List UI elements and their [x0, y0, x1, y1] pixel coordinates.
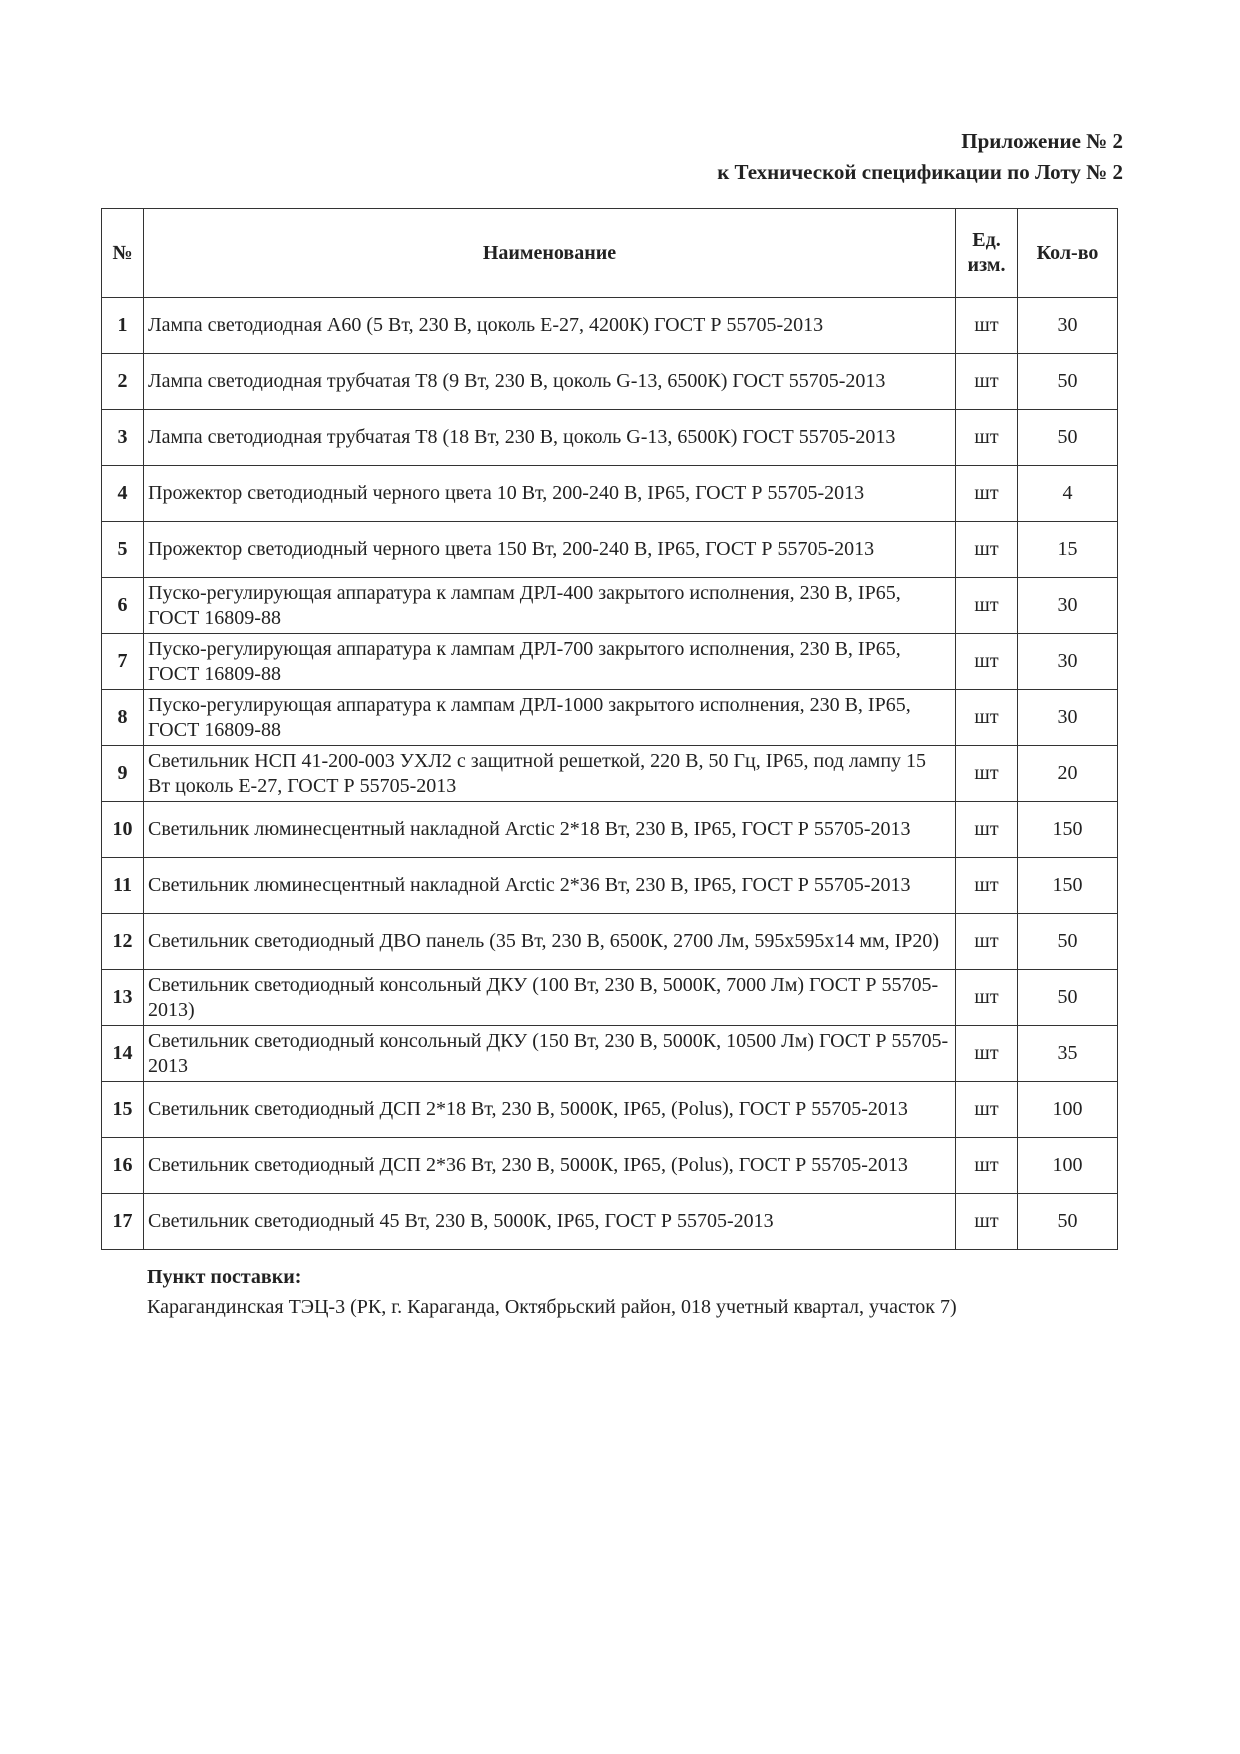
row-unit: шт [956, 466, 1018, 522]
appendix-heading [717, 126, 1123, 188]
row-number: 15 [102, 1082, 144, 1138]
row-quantity: 50 [1018, 354, 1118, 410]
delivery-label: Пункт поставки: [147, 1266, 302, 1288]
row-name: Светильник светодиодный консольный ДКУ (150 Вт, 230 В, 5000К, 10500 Лм) ГОСТ Р 55705-2013 [144, 1026, 956, 1082]
table-row [102, 578, 1118, 634]
specification-table [101, 208, 1118, 1250]
row-unit: шт [956, 1194, 1018, 1250]
table-row [102, 746, 1118, 802]
row-name: Светильник светодиодный 45 Вт, 230 В, 5000К, IP65, ГОСТ Р 55705-2013 [144, 1194, 956, 1250]
row-unit: шт [956, 970, 1018, 1026]
row-quantity: 50 [1018, 1194, 1118, 1250]
row-name: Пуско-регулирующая аппаратура к лампам ДРЛ-700 закрытого исполнения, 230 В, IP65, ГОСТ 16809-88 [144, 634, 956, 690]
row-number: 14 [102, 1026, 144, 1082]
table-row [102, 466, 1118, 522]
row-quantity: 150 [1018, 858, 1118, 914]
row-name: Светильник светодиодный консольный ДКУ (100 Вт, 230 В, 5000К, 7000 Лм) ГОСТ Р 55705-2013) [144, 970, 956, 1026]
row-number: 10 [102, 802, 144, 858]
row-name: Светильник люминесцентный накладной Arctic 2*36 Вт, 230 В, IP65, ГОСТ Р 55705-2013 [144, 858, 956, 914]
row-number: 17 [102, 1194, 144, 1250]
row-number: 12 [102, 914, 144, 970]
row-quantity: 50 [1018, 410, 1118, 466]
row-unit: шт [956, 410, 1018, 466]
table-row [102, 914, 1118, 970]
table-row [102, 802, 1118, 858]
table-row [102, 634, 1118, 690]
row-quantity: 35 [1018, 1026, 1118, 1082]
row-name: Лампа светодиодная А60 (5 Вт, 230 В, цоколь Е-27, 4200К) ГОСТ Р 55705-2013 [144, 298, 956, 354]
row-unit: шт [956, 1026, 1018, 1082]
row-unit: шт [956, 1082, 1018, 1138]
row-quantity: 30 [1018, 634, 1118, 690]
table-body [102, 298, 1118, 1250]
row-unit: шт [956, 914, 1018, 970]
table-row [102, 522, 1118, 578]
row-unit: шт [956, 690, 1018, 746]
row-name: Пуско-регулирующая аппаратура к лампам ДРЛ-400 закрытого исполнения, 230 В, IP65, ГОСТ 16809-88 [144, 578, 956, 634]
table-row [102, 690, 1118, 746]
table-row [102, 858, 1118, 914]
row-unit: шт [956, 802, 1018, 858]
table-row [102, 970, 1118, 1026]
row-quantity: 100 [1018, 1138, 1118, 1194]
table-row [102, 1082, 1118, 1138]
row-name: Прожектор светодиодный черного цвета 10 Вт, 200-240 В, IP65, ГОСТ Р 55705-2013 [144, 466, 956, 522]
row-number: 11 [102, 858, 144, 914]
header-unit: Ед. изм. [956, 209, 1018, 298]
row-name: Светильник люминесцентный накладной Arctic 2*18 Вт, 230 В, IP65, ГОСТ Р 55705-2013 [144, 802, 956, 858]
row-quantity: 15 [1018, 522, 1118, 578]
row-unit: шт [956, 858, 1018, 914]
row-name: Светильник светодиодный ДВО панель (35 Вт, 230 В, 6500К, 2700 Лм, 595х595х14 мм, IP20) [144, 914, 956, 970]
row-unit: шт [956, 746, 1018, 802]
row-unit: шт [956, 578, 1018, 634]
header-quantity: Кол-во [1018, 209, 1118, 298]
row-number: 9 [102, 746, 144, 802]
row-quantity: 20 [1018, 746, 1118, 802]
row-quantity: 30 [1018, 298, 1118, 354]
row-number: 2 [102, 354, 144, 410]
row-quantity: 100 [1018, 1082, 1118, 1138]
row-quantity: 30 [1018, 690, 1118, 746]
delivery-address: Карагандинская ТЭЦ-3 (РК, г. Караганда, Октябрьский район, 018 учетный квартал, участок 7) [147, 1296, 957, 1318]
row-unit: шт [956, 1138, 1018, 1194]
row-unit: шт [956, 634, 1018, 690]
table-header-row [102, 209, 1118, 298]
row-name: Светильник светодиодный ДСП 2*36 Вт, 230 В, 5000К, IP65, (Polus), ГОСТ Р 55705-2013 [144, 1138, 956, 1194]
appendix-subtitle: к Технической спецификации по Лоту № 2 [717, 160, 1123, 184]
row-number: 8 [102, 690, 144, 746]
row-number: 3 [102, 410, 144, 466]
table-row [102, 1194, 1118, 1250]
row-number: 1 [102, 298, 144, 354]
row-number: 5 [102, 522, 144, 578]
row-quantity: 30 [1018, 578, 1118, 634]
row-unit: шт [956, 522, 1018, 578]
header-name: Наименование [144, 209, 956, 298]
row-name: Пуско-регулирующая аппаратура к лампам ДРЛ-1000 закрытого исполнения, 230 В, IP65, ГОСТ 16809-88 [144, 690, 956, 746]
row-quantity: 4 [1018, 466, 1118, 522]
row-name: Прожектор светодиодный черного цвета 150 Вт, 200-240 В, IP65, ГОСТ Р 55705-2013 [144, 522, 956, 578]
row-number: 4 [102, 466, 144, 522]
table-row [102, 1138, 1118, 1194]
row-unit: шт [956, 354, 1018, 410]
row-number: 6 [102, 578, 144, 634]
row-number: 7 [102, 634, 144, 690]
row-quantity: 50 [1018, 970, 1118, 1026]
table-row [102, 1026, 1118, 1082]
row-name: Лампа светодиодная трубчатая Т8 (9 Вт, 230 В, цоколь G-13, 6500К) ГОСТ 55705-2013 [144, 354, 956, 410]
table-row [102, 354, 1118, 410]
row-name: Лампа светодиодная трубчатая Т8 (18 Вт, 230 В, цоколь G-13, 6500К) ГОСТ 55705-2013 [144, 410, 956, 466]
row-name: Светильник НСП 41-200-003 УХЛ2 с защитной решеткой, 220 В, 50 Гц, IP65, под лампу 15 Вт цоколь Е-27, ГОСТ Р 55705-2013 [144, 746, 956, 802]
header-number: № [102, 209, 144, 298]
row-number: 16 [102, 1138, 144, 1194]
delivery-point [147, 1262, 957, 1322]
row-number: 13 [102, 970, 144, 1026]
row-quantity: 150 [1018, 802, 1118, 858]
row-quantity: 50 [1018, 914, 1118, 970]
table-row [102, 410, 1118, 466]
appendix-title: Приложение № 2 [961, 129, 1123, 153]
row-unit: шт [956, 298, 1018, 354]
table-row [102, 298, 1118, 354]
row-name: Светильник светодиодный ДСП 2*18 Вт, 230 В, 5000К, IP65, (Polus), ГОСТ Р 55705-2013 [144, 1082, 956, 1138]
